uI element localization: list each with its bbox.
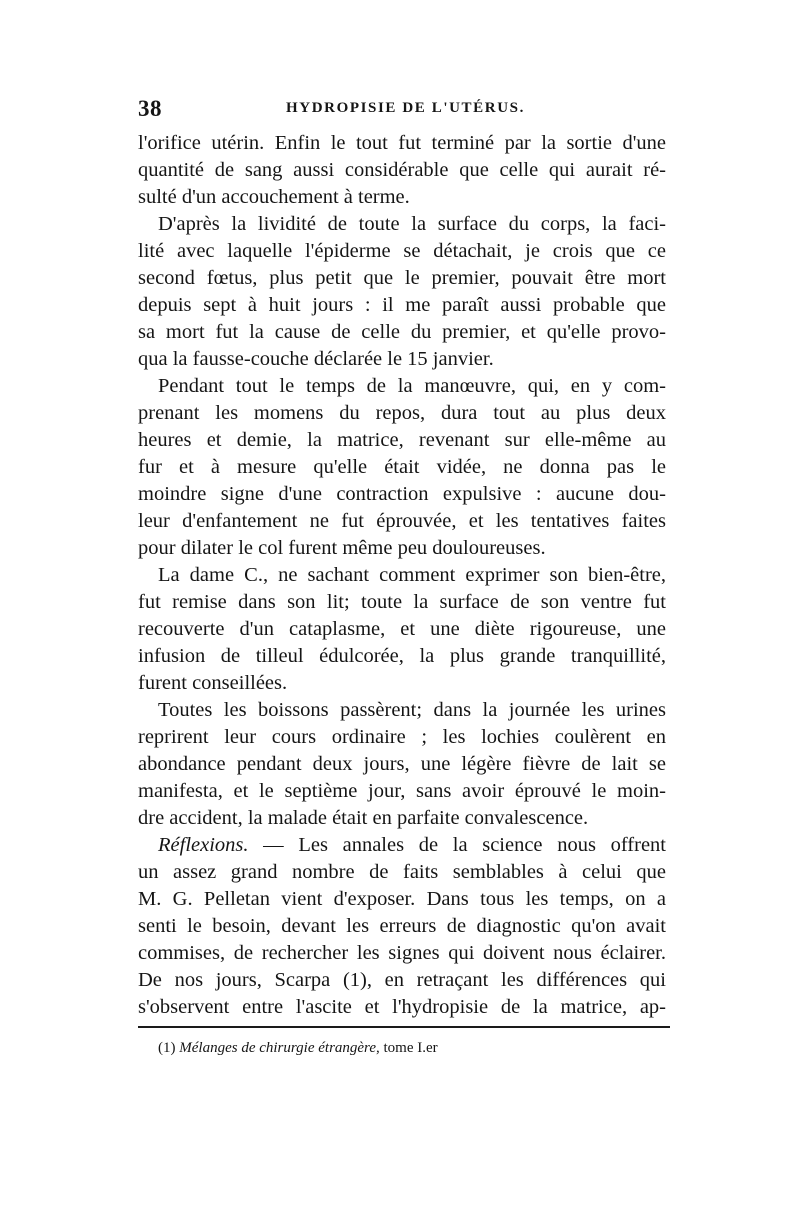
text-line: senti le besoin, devant les erreurs de diagnostic qu'on avait [138,915,666,937]
text-line: prenant les momens du repos, dura tout au plus deux [138,402,666,424]
text-line [138,832,666,859]
text-line: heures et demie, la matrice, revenant sur elle-même au [138,429,666,451]
text-line: dre accident, la malade était en parfaite convalescence. [138,807,589,829]
text-line: l'orifice utérin. Enfin le tout fut terminé par la sortie d'une [138,132,666,154]
page-number: 38 [138,96,162,121]
footnote-rest: , tome I.er [376,1040,438,1056]
running-title: HYDROPISIE DE L'UTÉRUS. [286,100,525,116]
text-line: La dame C., ne sachant comment exprimer son bien-être, [158,564,666,586]
text-line: moindre signe d'une contraction expulsive : aucune dou- [138,483,666,505]
text-line-rest: — Les annales de la science nous offrent [248,834,666,856]
text-line: leur d'enfantement ne fut éprouvée, et les tentatives faites [138,510,666,532]
text-line: second fœtus, plus petit que le premier, pouvait être mort [138,267,666,289]
text-line: sulté d'un accouchement à terme. [138,186,410,208]
text-line: sa mort fut la cause de celle du premier, et qu'elle provo- [138,321,666,343]
text-line: qua la fausse-couche déclarée le 15 janvier. [138,348,494,370]
text-line: recouverte d'un cataplasme, et une diète rigoureuse, une [138,618,666,640]
text-line: fut remise dans son lit; toute la surface de son ventre fut [138,591,666,613]
reflexions-heading: Réflexions. [158,834,249,856]
text-line: infusion de tilleul édulcorée, la plus grande tranquillité, [138,645,666,667]
footnote-rule [138,1026,670,1028]
text-line: De nos jours, Scarpa (1), en retraçant les différences qui [138,969,666,991]
text-line: D'après la lividité de toute la surface du corps, la faci- [158,213,666,235]
text-line: quantité de sang aussi considérable que celle qui aurait ré- [138,159,666,181]
text-line: Toutes les boissons passèrent; dans la journée les urines [158,699,666,721]
body-text [138,130,666,1021]
text-line: manifesta, et le septième jour, sans avoir éprouvé le moin- [138,780,666,802]
text-line: commises, de rechercher les signes qui doivent nous éclairer. [138,942,666,964]
text-line: lité avec laquelle l'épiderme se détachait, je crois que ce [138,240,666,262]
text-line: fur et à mesure qu'elle était vidée, ne donna pas le [138,456,666,478]
text-line: pour dilater le col furent même peu douloureuses. [138,537,546,559]
footnote-title: Mélanges de chirurgie étrangère [179,1040,377,1056]
text-line: Pendant tout le temps de la manœuvre, qui, en y com- [158,375,666,397]
text-line: depuis sept à huit jours : il me paraît aussi probable que [138,294,666,316]
text-line: abondance pendant deux jours, une légère fièvre de lait se [138,753,666,775]
page-header [138,96,668,126]
text-line: M. G. Pelletan vient d'exposer. Dans tous les temps, on a [138,888,666,910]
footnote-marker: (1) [158,1040,176,1056]
text-line: furent conseillées. [138,672,288,694]
text-line: reprirent leur cours ordinaire ; les lochies coulèrent en [138,726,666,748]
footnote [158,1040,438,1057]
text-line: s'observent entre l'ascite et l'hydropisie de la matrice, ap- [138,996,666,1018]
text-line: un assez grand nombre de faits semblables à celui que [138,861,666,883]
